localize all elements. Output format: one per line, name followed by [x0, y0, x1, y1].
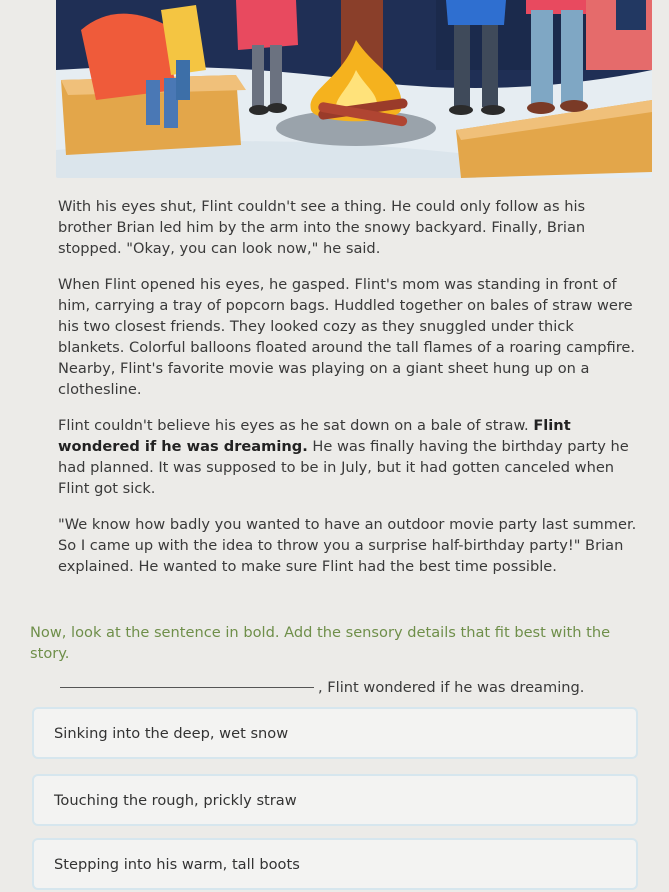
story-p3-after: He was finally having the birthday party he had planned. It was supposed to be in July, but it had gotten canceled when Flint got sick.: [58, 438, 629, 497]
answer-choice-2[interactable]: [32, 774, 638, 826]
answer-choice-1[interactable]: [32, 707, 638, 759]
story-paragraph-2: When Flint opened his eyes, he gasped. Flint's mom was standing in front of him, carrying a tray of popcorn bags. Huddled together on bales of straw were his two closest friends. They looked cozy as they snuggled under thick blankets. Colorful balloons floated around the tall flames of a roaring campfire. Nearby, Flint's favorite movie was playing on a giant sheet hung up on a clothesline.: [58, 276, 636, 398]
answer-choice-2-label: Touching the rough, prickly straw: [54, 791, 297, 809]
story-paragraph-3: [58, 415, 641, 499]
story-paragraph-4: "We know how badly you wanted to have an outdoor movie party last summer. So I came up with the idea to throw you a surprise half-birthday party!" Brian explained. He wanted to make sure Flint had the best time possible.: [58, 516, 637, 575]
answer-choice-1-label: Sinking into the deep, wet snow: [54, 724, 289, 742]
instruction-text: Now, look at the sentence in bold. Add the sensory details that fit best with the story.: [30, 624, 611, 662]
story-passage: [58, 196, 641, 592]
prompt-sentence-text: , Flint wondered if he was dreaming.: [318, 679, 585, 696]
prompt-sentence: [60, 679, 584, 696]
campfire-illustration: [56, 0, 652, 178]
bold-sentence: Flint wondered if he was dreaming.: [58, 417, 571, 455]
campfire-scene-image: [56, 0, 652, 178]
answer-choice-3-label: Stepping into his warm, tall boots: [54, 855, 300, 873]
answer-choice-3[interactable]: [32, 838, 638, 890]
answer-blank: [60, 687, 314, 688]
story-paragraph-1: With his eyes shut, Flint couldn't see a thing. He could only follow as his brother Brian led him by the arm into the snowy backyard. Finally, Brian stopped. "Okay, you can look now," he said.: [58, 198, 586, 257]
story-p3-before: Flint couldn't believe his eyes as he sat down on a bale of straw.: [58, 417, 534, 434]
